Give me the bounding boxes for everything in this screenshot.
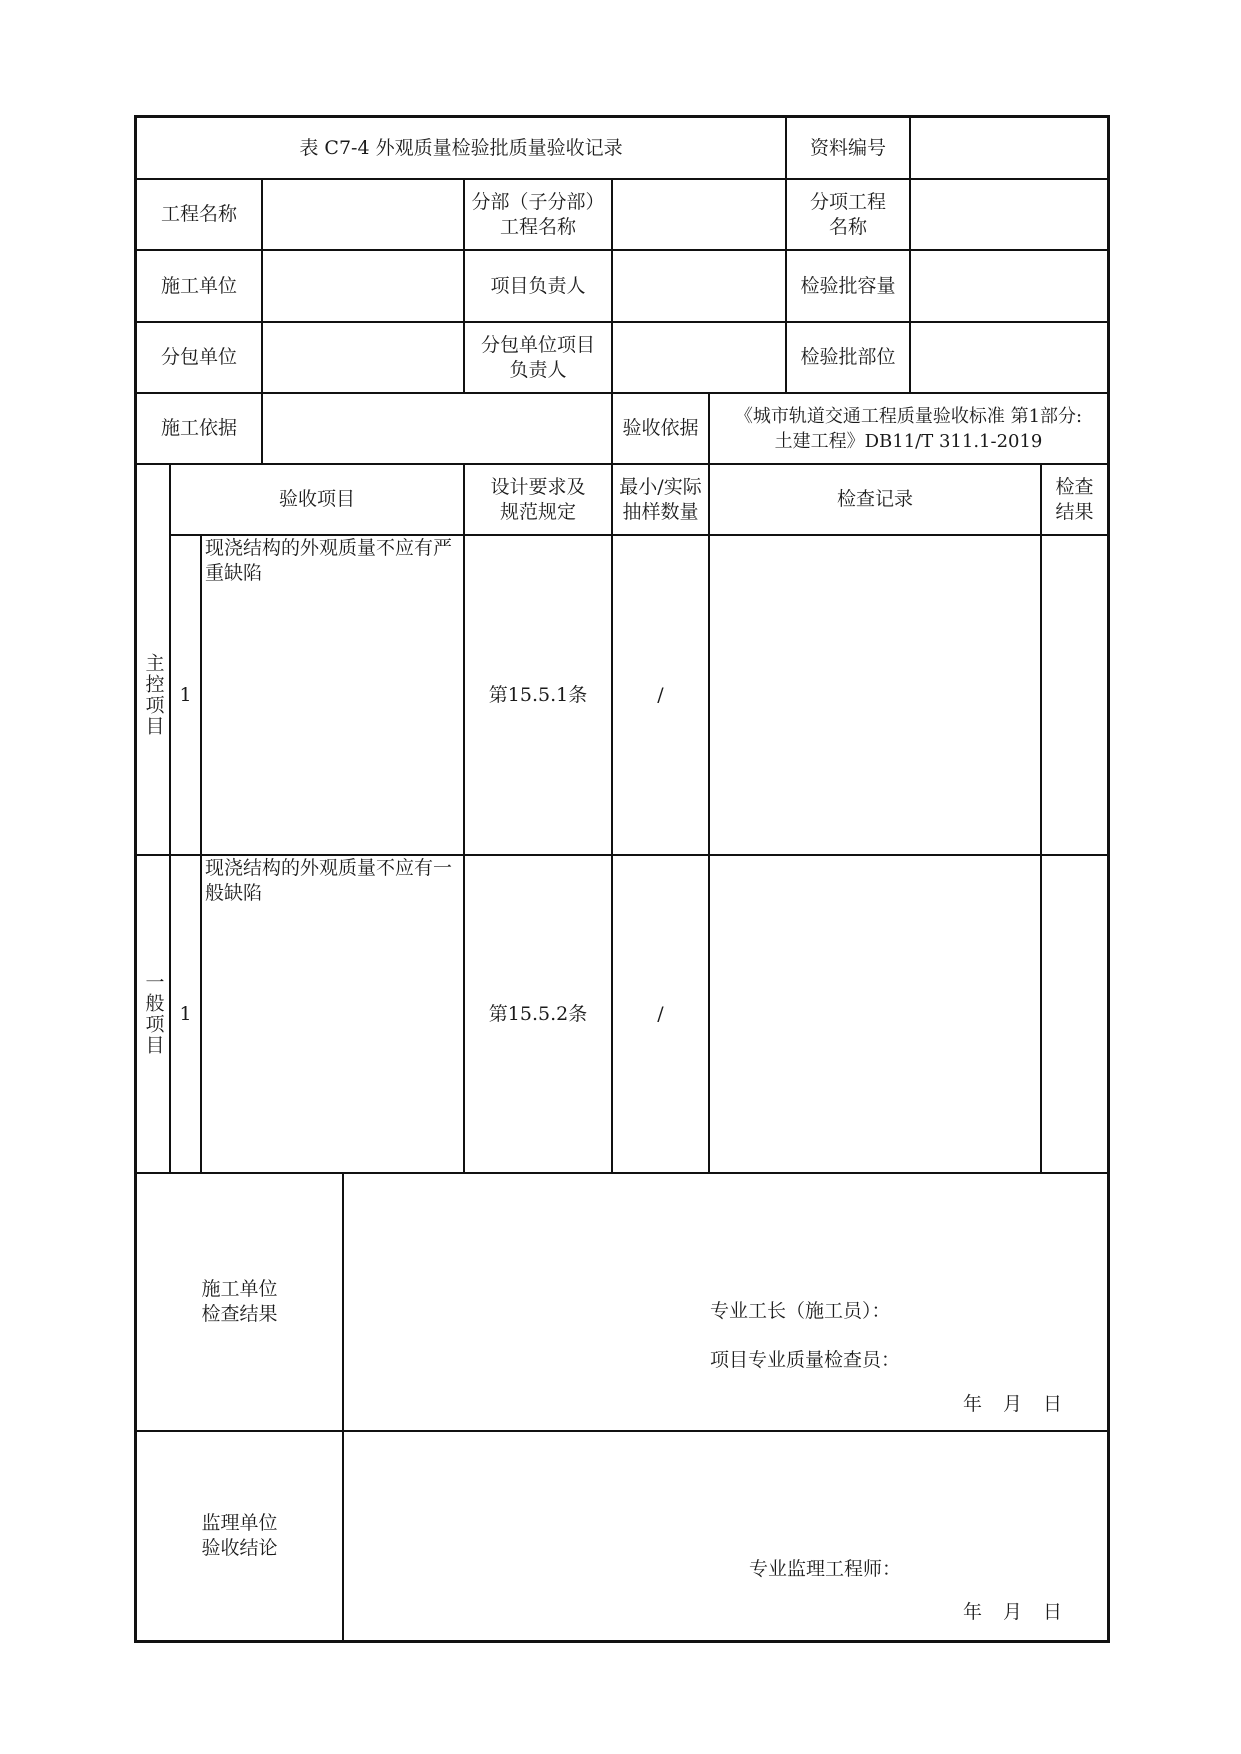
subdivision-label: 分部（子分部） 工程名称 xyxy=(471,190,605,238)
subcontractor-field[interactable] xyxy=(263,323,463,392)
main-control-label: 主控项目 xyxy=(142,653,165,737)
supervisor-date-month: 月 xyxy=(1003,1601,1023,1623)
foreman-signature[interactable]: 专业工长（施工员）： xyxy=(710,1300,891,1322)
col-header-design: 设计要求及 规范规定 xyxy=(490,475,586,523)
acceptance-basis-value: 《城市轨道交通工程质量验收标准 第1部分: 土建工程》DB11/T 311.1-2019 xyxy=(734,405,1083,452)
supervisor-date-day: 日 xyxy=(1043,1601,1063,1623)
main-control-result-field[interactable] xyxy=(1042,536,1107,854)
doc-no-label: 资料编号 xyxy=(809,136,886,159)
batch-location-label: 检验批部位 xyxy=(800,346,896,368)
project-name-field[interactable] xyxy=(263,180,463,249)
main-control-record-field[interactable] xyxy=(710,536,1040,854)
col-header-sample: 最小/实际 抽样数量 xyxy=(619,475,702,523)
project-leader-field[interactable] xyxy=(613,251,785,321)
rule xyxy=(200,534,202,1172)
subcontractor-label: 分包单位 xyxy=(160,346,237,368)
contractor-date-year: 年 xyxy=(963,1393,983,1415)
contractor-date-month: 月 xyxy=(1003,1393,1023,1415)
acceptance-basis-label: 验收依据 xyxy=(622,417,699,439)
general-no: 1 xyxy=(179,1002,192,1025)
main-control-desc: 现浇结构的外观质量不应有严 重缺陷 xyxy=(205,537,453,584)
contractor-date-day: 日 xyxy=(1043,1393,1063,1415)
main-control-clause: 第15.5.1条 xyxy=(488,683,588,706)
batch-capacity-field[interactable] xyxy=(911,251,1107,321)
contractor-check-label: 施工单位 检查结果 xyxy=(201,1278,278,1325)
sub-leader-label: 分包单位项目 负责人 xyxy=(480,333,595,381)
doc-no-field[interactable] xyxy=(911,118,1107,178)
general-sample: / xyxy=(657,1002,664,1025)
sub-leader-field[interactable] xyxy=(613,323,785,392)
batch-location-field[interactable] xyxy=(911,323,1107,392)
subdivision-field[interactable] xyxy=(613,180,785,249)
general-result-field[interactable] xyxy=(1042,856,1107,1172)
main-control-no: 1 xyxy=(179,683,192,706)
col-header-result: 检查 结果 xyxy=(1055,475,1094,523)
general-desc: 现浇结构的外观质量不应有一 般缺陷 xyxy=(205,857,453,904)
general-label: 一般项目 xyxy=(142,972,165,1056)
rule xyxy=(342,1172,344,1640)
batch-capacity-label: 检验批容量 xyxy=(800,274,896,297)
contractor-label: 施工单位 xyxy=(160,274,237,297)
supervisor-check-label: 监理单位 验收结论 xyxy=(201,1512,278,1559)
acceptance-form xyxy=(134,115,1110,1643)
project-name-label: 工程名称 xyxy=(160,203,237,225)
supervisor-engineer-signature[interactable]: 专业监理工程师： xyxy=(749,1558,902,1580)
form-title: 表 C7-4 外观质量检验批质量验收记录 xyxy=(299,136,623,159)
supervisor-date-year: 年 xyxy=(963,1601,983,1623)
col-header-item: 验收项目 xyxy=(278,488,355,510)
general-clause: 第15.5.2条 xyxy=(488,1002,588,1025)
project-leader-label: 项目负责人 xyxy=(490,274,586,297)
main-control-sample: / xyxy=(657,683,664,706)
col-header-record: 检查记录 xyxy=(836,488,913,510)
contractor-field[interactable] xyxy=(263,251,463,321)
construction-basis-label: 施工依据 xyxy=(160,417,237,439)
sub-item-field[interactable] xyxy=(911,180,1107,249)
construction-basis-field[interactable] xyxy=(263,394,611,463)
sub-item-label: 分项工程 名称 xyxy=(809,190,886,238)
inspector-signature[interactable]: 项目专业质量检查员： xyxy=(710,1349,901,1371)
general-record-field[interactable] xyxy=(710,856,1040,1172)
